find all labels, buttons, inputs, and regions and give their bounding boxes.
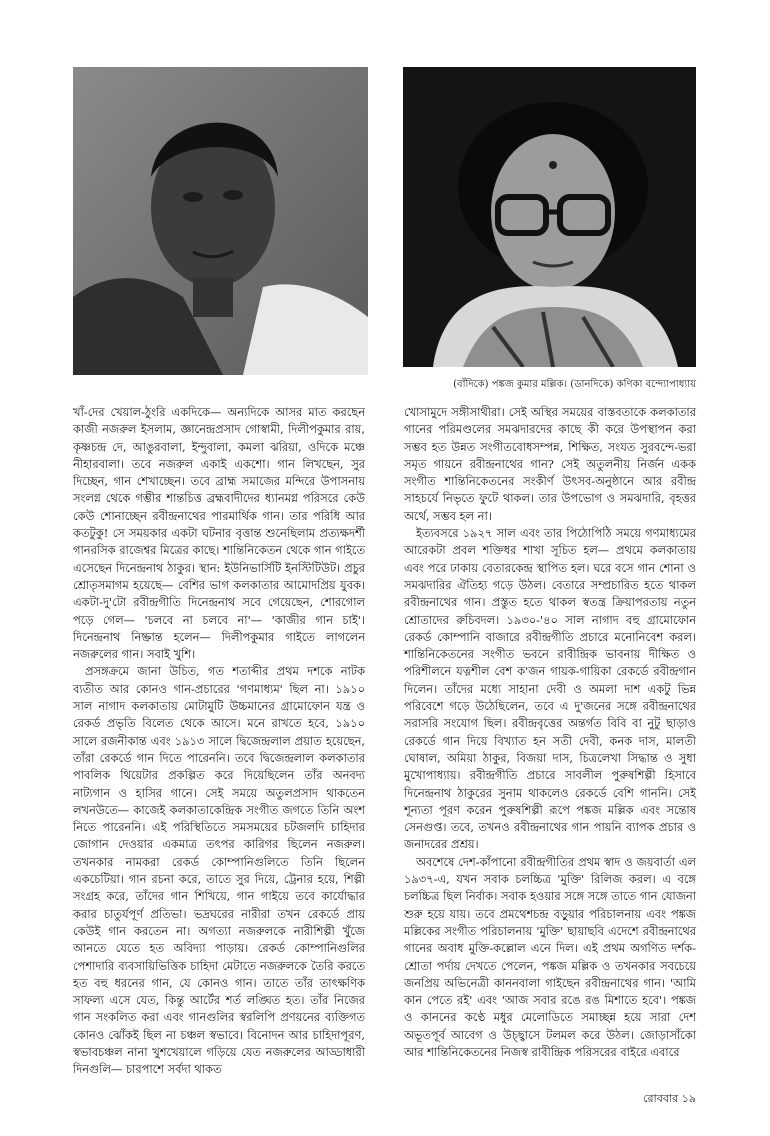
portrait-photo-left	[73, 67, 368, 375]
portrait-woman-image	[403, 67, 696, 367]
portrait-photo-right	[403, 67, 696, 367]
paragraph: প্রসঙ্গক্রমে জানা উচিত, গত শতাব্দীর প্রথম দশকে নাটক ব্যতীত আর কোনও গান-প্রচারের 'গণমাধ্যম' ছিল না। ১৯১০ সাল নাগাদ কলকাতায় মোটামুটি উচ্চমানের গ্রামোফোন যন্ত্র ও রেকর্ড প্রভৃতি বিলেত থেকে আসে। মনে রাখতে হবে, ১৯১০ সালে রজনীকান্ত এবং ১৯১৩ সালে দ্বিজেন্দ্রলাল প্রয়াত হয়েছেন, তাঁরা রেকর্ডে গান দিতে পারেননি। তবে দ্বিজেন্দ্রলাল কলকাতার পাবলিক থিয়েটার প্রকল্পিত করে দিয়েছিলেন তাঁর অনবদ্য নাট্যগান ও হাসির গানে। সেই সময়ে অতুলপ্রসাদ থাকতেন লখনউতে— কাজেই কলকাতাকেন্দ্রিক সংগীত জগতে তিনি অংশ নিতে পারেননি। এই পরিস্থিতিতে সমসময়ের চটজলদি চাহিদার জোগান দেওয়ার একমাত্র তৎপর কারিগর ছিলেন নজরুল। তখনকার নামকরা রেকর্ড কোম্পানিগুলিতে তিনি ছিলেন একচেটিয়া। গান রচনা করে, তাতে সুর দিয়ে, ট্রেনার হয়ে, শিল্পী সংগ্রহ করে, তাঁদের গান শিখিয়ে, গান গাইয়ে তবে কার্যোদ্ধার করার চাতুর্যপূর্ণ প্রতিভা। ভদ্রঘরের নারীরা তখন রেকর্ডে প্রায় কেউই গান করতেন না। অগত্যা নজরুলকে নারীশিল্পী খুঁজে আনতে যেতে হত অবিদ্যা পাড়ায়। রেকর্ড কোম্পানিগুলির পেশাদারি ব্যবসায়িভিত্তিক চাহিদা মেটাতে নজরুলকে তৈরি করতে হত বহু ধরনের গান, যে কোনও গান। তাতে তাঁর তাৎক্ষণিক সাফল্য এসে যেত, কিন্তু আর্টের শর্ত লঙ্ঘিত হত। তাঁর নিজের গান সংকলিত করা এবং গানগুলির স্বরলিপি প্রণয়নের ব্যক্তিগত কোনও ঝোঁকই ছিল না চঞ্চল স্বভাবে। বিনোদন আর চাহিদাপূরণ, স্বভাবচঞ্চল নানা খুশখেয়ালে গড়িয়ে যেত নজরুলের আড্ডাধারী দিনগুলি— চারপাশে সর্বদা থাকত	[73, 664, 365, 1077]
paragraph: ইত্যবসরে ১৯২৭ সাল এবং তার পিঠোপিঠি সময়ে গণমাধ্যমের আরেকটা প্রবল শক্তিধর শাখা সূচিত হল— প্রথমে কলকাতায় এবং পরে ঢাকায় বেতারকেন্দ্র স্থাপিত হল। ঘরে বসে গান শোনা ও সমঝদারির ঐতিহ্য গড়ে উঠল। বেতারে সম্প্রচারিত হতে থাকল রবীন্দ্রনাথের গান। প্রস্তুত হতে থাকল স্বতন্ত্র ক্রিয়াপরতায় নতুন শ্রোতাদের রুচিবদল। ১৯৩০-'৪০ সাল নাগাদ বহু গ্রামোফোন রেকর্ড কোম্পানি বাজারে রবীন্দ্রগীতি প্রচারে মনোনিবেশ করল। শান্তিনিকেতনের সংগীত ভবনে রাবীন্দ্রিক ভাবনায় দীক্ষিত ও পরিশীলনে যত্নশীল বেশ ক'জন গায়ক-গায়িকা রেকর্ডে রবীন্দ্রগান দিলেন। তাঁদের মধ্যে সাহানা দেবী ও অমলা দাশ একটু ভিন্ন পরিবেশে গড়ে উঠেছিলেন, তবে এ দু'জনের সঙ্গে রবীন্দ্রনাথের সরাসরি সংযোগ ছিল। রবীন্দ্রবৃত্তের অন্তর্গত বিবি বা নুটু ছাড়াও রেকর্ডে গান দিয়ে বিখ্যাত হন সতী দেবী, কনক দাস, মালতী ঘোষাল, অমিয়া ঠাকুর, বিজয়া দাস, চিত্রলেখা সিদ্ধান্ত ও সুধা মুখোপাধ্যায়। রবীন্দ্রগীতি প্রচারে সাবলীল পুরুষশিল্পী হিসাবে দিনেন্দ্রনাথ ঠাকুরের সুনাম থাকলেও রেকর্ডে বেশি গাননি। সেই শূন্যতা পূরণ করেন পুরুষশিল্পী রূপে পঙ্কজ মল্লিক এবং সন্তোষ সেনগুপ্ত। তবে, তখনও রবীন্দ্রনাথের গান পায়নি ব্যাপক প্রচার ও জনাদরের প্রশ্রয়।	[404, 526, 696, 852]
paragraph: অবশেষে দেশ-কাঁপানো রবীন্দ্রগীতির প্রথম স্বাদ ও জয়বার্তা এল ১৯৩৭-এ, যখন সবাক চলচ্চিত্র 'মুক্তি' রিলিজ করল। এ বঙ্গে চলচ্চিত্র ছিল নির্বাক। সবাক হওয়ার সঙ্গে সঙ্গে তাতে গান যোজনা শুরু হয়ে যায়। তবে প্রমথেশচন্দ্র বড়ুয়ার পরিচালনায় এবং পঙ্কজ মল্লিকের সংগীত পরিচালনায় 'মুক্তি' ছায়াছবি এদেশে রবীন্দ্রনাথের গানের অবাধ মুক্তি-কল্লোল এনে দিল। এই প্রথম অগণিত দর্শক-শ্রোতা পর্দায় দেখতে পেলেন, পঙ্কজ মল্লিক ও তখনকার সবচেয়ে জনপ্রিয় অভিনেত্রী কাননবালা গাইছেন রবীন্দ্রনাথের গান। 'আমি কান পেতে রই' এবং 'আজ সবার রঙে রঙ মিশাতে হবে'। পঙ্কজ ও কাননের কণ্ঠে মধুর মেলোডিতে সমাচ্ছন্ন হয়ে সারা দেশ অভূতপূর্ব আবেগ ও উচ্ছ্বাসে টলমল করে উঠল। জোড়াসাঁকো আর শান্তিনিকেতনের নিজস্ব রাবীন্দ্রিক পরিসরের বাইরে এবারে	[404, 854, 696, 1059]
article-column-left	[73, 404, 365, 1079]
paragraph: খোসামুদে সঙ্গীসাথীরা। সেই অস্থির সময়ের বাস্তবতাকে কলকাতার গানের পরিমণ্ডলের সমঝদারদের কাছে কী করে উপস্থাপন করা সম্ভব হত উন্নত সংগীতবোধসম্পন্ন, শিক্ষিত, সংযত সুরবন্দে-ভরা সমৃত গায়নে রবীন্দ্রনাথের গান? সেই অতুলনীয় নির্জন একক সংগীত শান্তিনিকেতনের সংকীর্ণ উৎসব-অনুষ্ঠানে আর রবীন্দ্র সাহচর্যে নিভৃতে ফুটে থাকল। তার উপভোগ ও সমঝদারি, বৃহত্তর অর্থে, সম্ভব হল না।	[404, 405, 696, 523]
paragraph: খাঁ-দের খেয়াল-ঠুংরি একদিকে— অন্যদিকে আসর মাত করছেন কাজী নজরুল ইসলাম, জ্ঞানেন্দ্রপ্রসাদ গোস্বামী, দিলীপকুমার রায়, কৃষ্ণচন্দ্র দে, আঙুরবালা, ইন্দুবালা, কমলা ঝরিয়া, ওদিকে মঞ্চে নীহারবালা। তবে নজরুল একাই একশো। গান লিখছেন, সুর দিচ্ছেন, গান শেখাচ্ছেন। তবে ব্রাহ্ম সমাজের মন্দিরে উপাসনায় সংলগ্ন থেকে গম্ভীর শান্তচিত্ত ব্রহ্মবাদীদের ধ্যানমগ্ন পরিসরে কেউ কেউ শোনাচ্ছেন রবীন্দ্রনাথের পারমার্থিক গান। তার পরিধি আর কতটুকু! সে সময়কার একটা ঘটনার বৃত্তান্ত শুনেছিলাম প্রত্যক্ষদর্শী গানরসিক রাজেশ্বর মিত্রের কাছে। শান্তিনিকেতন থেকে গান গাইতে এসেছেন দিনেন্দ্রনাথ ঠাকুর। স্থান: ইউনিভার্সিটি ইনস্টিটিউট। প্রচুর শ্রোতৃসমাগম হয়েছে— বেশির ভাগ কলকাতার আমোদপ্রিয় যুবক। একটা-দু'টো রবীন্দ্রগীতি দিনেন্দ্রনাথ সবে গেয়েছেন, শোরগোল পড়ে গেল— 'চলবে না চলবে না'— 'কাজীর গান চাই'। দিনেন্দ্রনাথ নিষ্ক্রান্ত হলেন— দিলীপকুমার গাইতে লাগলেন নজরুলের গান। সবাই খুশি।	[73, 405, 365, 662]
photo-caption: (বাঁদিকে) পঙ্কজ কুমার মল্লিক। (ডানদিকে) কণিকা বন্দ্যোপাধ্যায়	[453, 379, 696, 390]
page-folio: রোববার ১৯	[643, 1092, 696, 1105]
article-column-right	[404, 404, 696, 1061]
portrait-man-image	[73, 67, 368, 375]
